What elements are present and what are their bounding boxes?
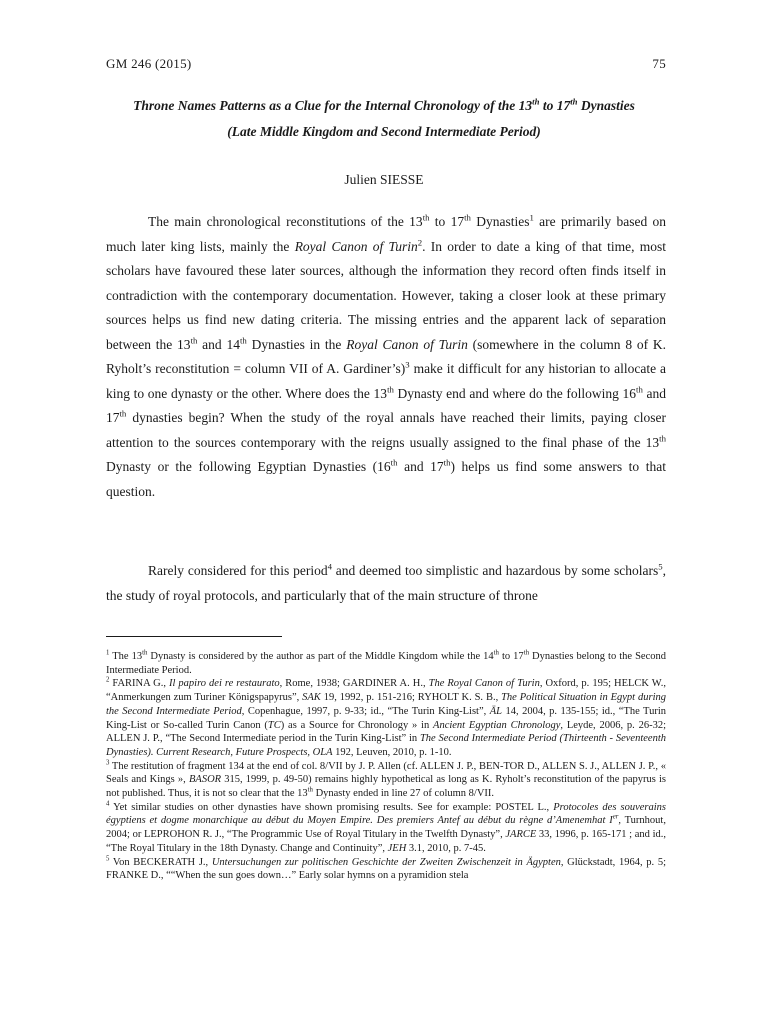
body-paragraph-1: The main chronological reconstitutions of the 13th to 17th Dynasties$^1$ are primarily based on much later king lists, mainly the Royal Canon of Turin$^2$. In order to date a king of that time, most scholars have favoured these later sources, although the information they record often finds itself in contradiction with the contemporary documentation. However, taking a closer look at these primary sources helps us find new dating criteria. The missing entries and the apparent lack of separation between the 13th and 14th Dynasties in the Royal Canon of Turin (somewhere in the column 8 of K. Ryholt’s reconstitution = column VII of A. Gardiner’s)$^3$ make it difficult for any historian to allocate a king to one dynasty or the other. Where does the 13th Dynasty end and where do the following 16th and 17th dynasties begin? When the study of the royal annals have reached their limits, paying closer attention to the sources contemporary with the reigns usually assigned to the final phase of the 13th Dynasty or the following Egyptian Dynasties (16th and 17th) helps us find some answers to that question.: [106, 212, 667, 499]
footnote-ref-2[interactable]: 2: [417, 237, 423, 247]
footnote-separator: [106, 636, 282, 637]
article-subtitle: (Late Middle Kingdom and Second Intermediate Period): [227, 124, 541, 139]
footnote-4: $^4$ Yet similar studies on other dynasties have shown promising results. See for example: POSTEL L., Protocoles des souverains égyptiens et dogme monarchique au début du Moyen Empire. Des premiers Antef au début du règne d’Amenemhat Ier, Turnhout, 2004; or LEPROHON R. J., “The Programmic Use of Royal Titulary in the Twelfth Dynasty”, JARCE 33, 1996, p. 165-171 ; and id., “The Royal Titulary in the 18th Dynasty. Change and Continuity”, JEH 3.1, 2010, p. 7-45.: [106, 800, 666, 854]
footnote-2: $^2$ FARINA G., Il papiro dei re restaurato, Rome, 1938; GARDINER A. H., The Royal Canon of Turin, Oxford, p. 195; HELCK W., “Anmerkungen zum Turiner Königspapyrus”, SAK 19, 1992, p. 151-216; RYHOLT K. S. B., The Political Situation in Egypt during the Second Intermediate Period, Copenhague, 1997, p. 9-33; id., “The Turin King-List”, ÄL 14, 2004, p. 135-155; id., “The Turin King-List or So-called Turin Canon (TC) as a Source for Chronology » in Ancient Egyptian Chronology, Leyde, 2006, p. 26-32; ALLEN J. P., “The Second Intermediate period in the Turin King-List” in The Second Intermediate Period (Thirteenth - Seventeenth Dynasties). Current Research, Future Prospects, OLA 192, Leuven, 2010, p. 1-10.: [106, 676, 667, 758]
journal-reference: GM 246 (2015): [106, 56, 192, 71]
running-header: [106, 56, 666, 72]
author-name: Julien SIESSE: [344, 172, 424, 187]
page-number: 75: [652, 56, 666, 71]
body-paragraph-2: Rarely considered for this period$^4$ and deemed too simplistic and hazardous by some scholars$^5$, the study of royal protocols, and particularly that of the main structure of throne: [106, 561, 666, 603]
footnote-ref-5[interactable]: 5: [658, 561, 663, 572]
article-title: Throne Names Patterns as a Clue for the Internal Chronology of the 13th to 17th Dynasties: [133, 96, 635, 113]
footnotes: [106, 650, 666, 883]
footnote-ref-1[interactable]: 1: [529, 212, 534, 223]
footnote-ref-3[interactable]: 3: [405, 359, 410, 370]
footnote-ref-4[interactable]: 4: [327, 561, 332, 572]
footnote-1: $^1$ The 13th Dynasty is considered by the author as part of the Middle Kingdom while the 14th to 17th Dynasties belong to the Second Intermediate Period.: [106, 649, 666, 676]
footnote-5: $^5$ Von BECKERATH J., Untersuchungen zur politischen Geschichte der Zweiten Zwischenzeit in Ägypten, Glückstadt, 1964, p. 5; FRANKE D., ““When the sun goes down…” Early solar hymns on a pyramidion stela: [106, 855, 666, 882]
footnote-3: $^3$ The restitution of fragment 134 at the end of col. 8/VII by J. P. Allen (cf. ALLEN J. P., BEN-TOR D., ALLEN S. J., ALLEN J. P., « Seals and Kings », BASOR 315, 1999, p. 49-50) remains highly hypothetical as long as K. Ryholt’s reconstitution of the papyrus is not published. Thus, it is not so clear that the 13th Dynasty ended in line 27 of column 8/VII.: [106, 759, 666, 800]
